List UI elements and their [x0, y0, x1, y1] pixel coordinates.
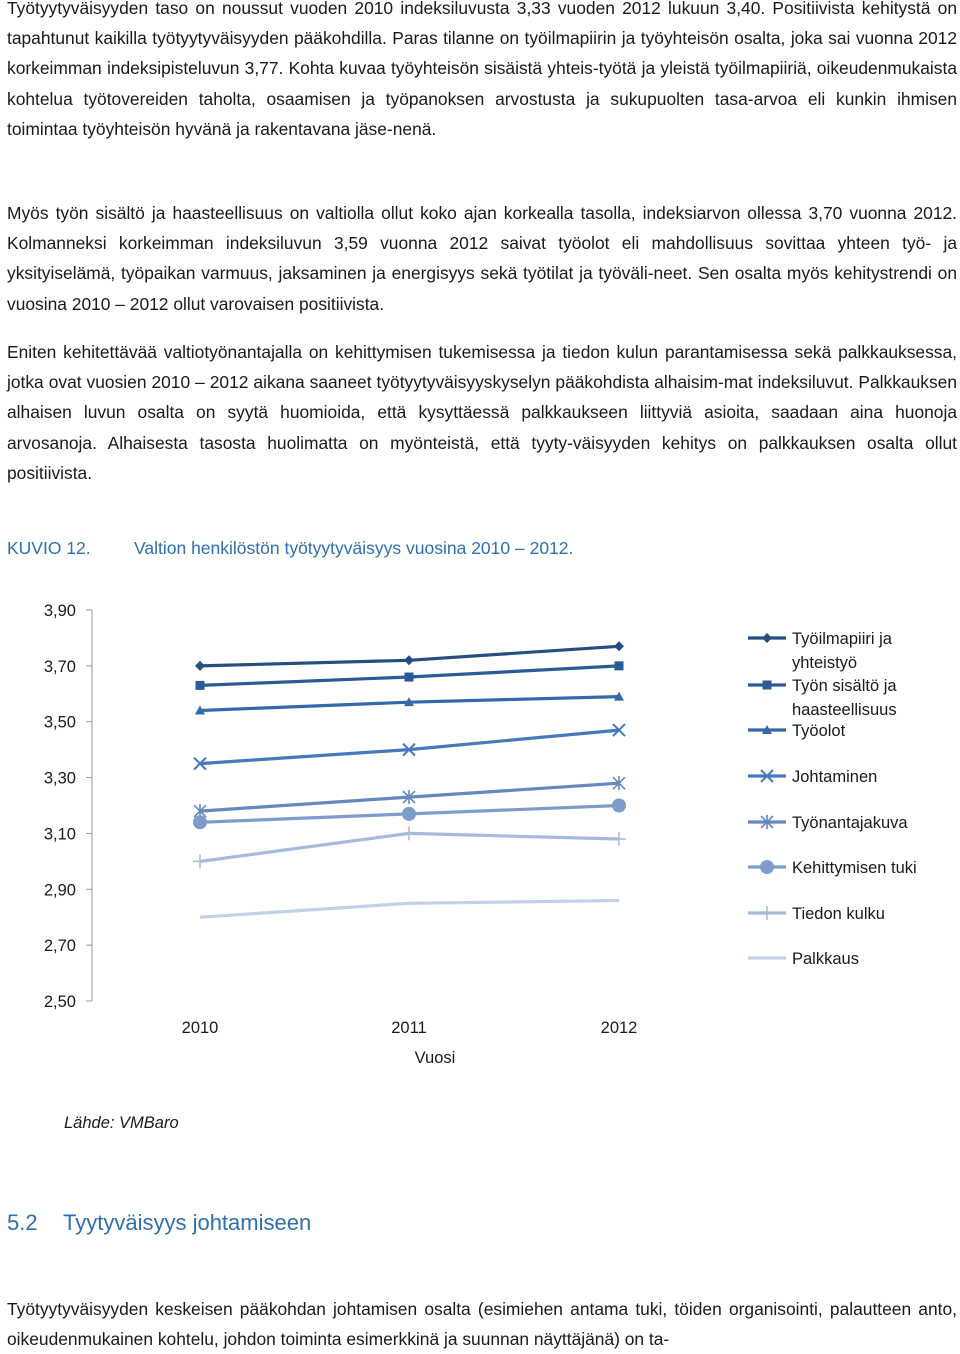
- y-tick-label: 3,10: [43, 825, 76, 844]
- data-point: [193, 854, 207, 868]
- data-point: [402, 807, 416, 821]
- legend-marker: [762, 633, 772, 643]
- x-tick-label: 2012: [600, 1019, 638, 1037]
- legend-marker: [760, 860, 774, 874]
- series-line-8: [200, 901, 619, 918]
- paragraph-4: Työtyytyväisyyden keskeisen pääkohdan johtamisen osalta (esimiehen antama tuki, töiden organisointi, palautteen anto, oikeudenmukainen kohtelu, johdon toiminta esimerkkinä ja suunnan näyttäjänä) on ta-: [7, 1299, 957, 1350]
- y-tick-label: 2,70: [43, 937, 76, 956]
- legend-label: Työn sisältö ja haasteellisuus: [792, 677, 897, 719]
- data-point: [405, 673, 414, 682]
- figure-caption: [7, 538, 573, 559]
- section-number: 5.2: [7, 1210, 38, 1235]
- x-axis-label: Vuosi: [414, 1049, 456, 1067]
- legend-label: Kehittymisen tuki: [792, 859, 917, 877]
- legend-marker: [760, 906, 774, 920]
- y-tick-label: 2,50: [43, 993, 76, 1011]
- data-point: [614, 641, 624, 651]
- data-point: [193, 815, 207, 829]
- data-point: [612, 799, 626, 813]
- y-tick-label: 3,50: [43, 713, 76, 732]
- data-point: [402, 826, 416, 840]
- figure-source: Lähde: VMBaro: [64, 1114, 179, 1132]
- data-point: [612, 832, 626, 846]
- satisfaction-line-chart: [0, 590, 960, 1075]
- data-point: [615, 661, 624, 670]
- legend-label: Työolot: [792, 722, 846, 740]
- y-tick-label: 3,70: [43, 657, 76, 676]
- x-tick-label: 2011: [391, 1019, 427, 1037]
- y-tick-label: 2,90: [43, 881, 76, 900]
- figure-caption-title: Valtion henkilöstön työtyytyväisyys vuosina 2010 – 2012.: [134, 538, 574, 558]
- section-title: Tyytyväisyys johtamiseen: [63, 1210, 312, 1235]
- paragraph-1: Työtyytyväisyyden taso on noussut vuoden 2010 indeksiluvusta 3,33 vuoden 2012 lukuun 3,40. Positiivista kehitystä on tapahtunut kaikilla työtyytyväisyyden pääkohdilla. Paras tilanne on työilmapiirin ja työyhteisön osalta, joka sai vuonna 2012 korkeimman indeksipisteluvun 3,77. Kohta kuvaa työyhteisön sisäistä yhteis-työtä ja yleistä työilmapiiriä, oikeudenmukaista kohtelua työtovereiden taholta, osaamisen ja työpanoksen arvostusta ja sukupuolten tasa-arvoa eli kunkin ihmisen toimintaa työyhteisön hyvänä ja rakentavana jäse-nenä.: [7, 0, 957, 139]
- legend-label: Palkkaus: [792, 950, 859, 968]
- x-tick-label: 2010: [181, 1019, 219, 1037]
- data-point: [404, 655, 414, 665]
- legend-label: Tiedon kulku: [792, 905, 885, 923]
- legend-label: Työnantajakuva: [792, 814, 908, 832]
- paragraph-3: Eniten kehitettävää valtiotyönantajalla on kehittymisen tukemisessa ja tiedon kulun parantamisessa sekä palkkauksessa, jotka ovat vuosien 2010 – 2012 aikana saaneet työtyytyväisyyskyselyn pääkohdista alhaisim-mat indeksiluvut. Palkkauksen alhaisen luvun osalta on syytä huomioida, että kysyttäessä palkkaukseen liittyviä asioita, saadaan aina huonoja arvosanoja. Alhaisesta tasosta huolimatta on myönteistä, että tyyty-väisyyden kehitys on palkkauksen osalta ollut positiivista.: [7, 342, 957, 483]
- y-tick-label: 3,30: [43, 769, 76, 788]
- figure-caption-number: KUVIO 12.: [7, 538, 91, 558]
- y-tick-label: 3,90: [43, 602, 76, 620]
- legend-marker: [763, 681, 772, 690]
- data-point: [196, 681, 205, 690]
- series-line-4: [200, 730, 619, 764]
- legend-label: Johtaminen: [792, 768, 878, 786]
- legend-label: Työilmapiiri ja yhteistyö: [792, 630, 892, 672]
- paragraph-2: Myös työn sisältö ja haasteellisuus on valtiolla ollut koko ajan korkealla tasolla, indeksiarvon ollessa 3,70 vuonna 2012. Kolmanneksi korkeimman indeksiluvun 3,59 vuonna 2012 saivat työolot eli mahdollisuus sovittaa yhteen työ- ja yksityiselämä, työpaikan varmuus, jaksaminen ja energisyys sekä työtilat ja työväli-neet. Sen osalta myös kehitystrendi on vuosina 2010 – 2012 ollut varovaisen positiivista.: [7, 203, 957, 314]
- data-point: [195, 661, 205, 671]
- section-heading: [7, 1210, 311, 1236]
